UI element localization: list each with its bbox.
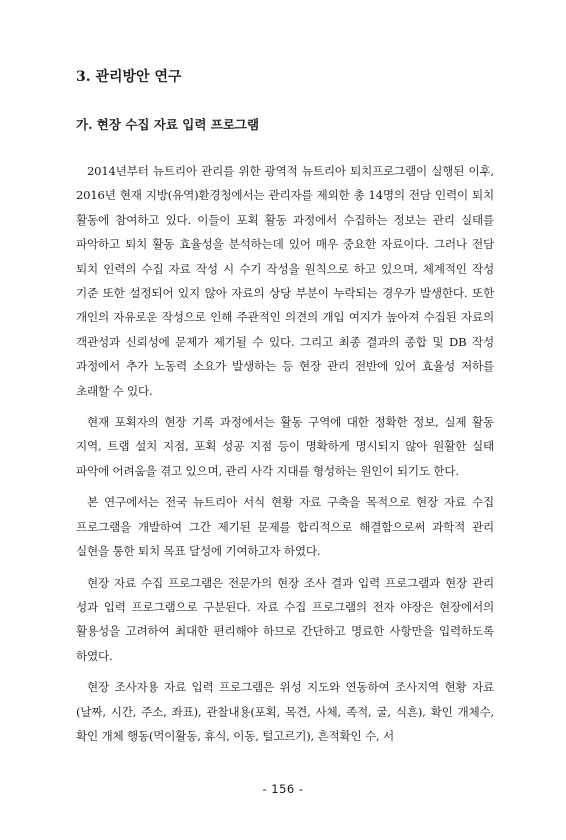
paragraph-1: 2014년부터 뉴트리아 관리를 위한 광역적 뉴트리아 퇴치프로그램이 실행된 이후, 2016년 현재 지방(유역)환경청에서는 관리자를 제외한 총 14명의 전담 인력이 퇴치 활동에 참여하고 있다. 이들이 포획 활동 과정에서 수집하는 정보는 관리 실태를 파악하고 퇴치 활동 효율성을 분석하는데 있어 매우 중요한 자료이다. 그러나 전담 퇴치 인력의 수집 자료 작성 시 수기 작성을 원칙으로 하고 있으며, 체계적인 작성 기준 또한 설정되어 있지 않아 자료의 상당 부분이 누락되는 경우가 발생한다. 또한 개인의 자유로운 작성으로 인해 주관적인 의견의 개입 여지가 높아져 수집된 자료의 객관성과 신뢰성에 문제가 제기될 수 있다. 그리고 최종 결과의 종합 및 DB 작성 과정에서 추가 노동력 소요가 발생하는 등 현장 관리 전반에 있어 효율성 저하를 초래할 수 있다. — [76, 164, 494, 398]
paragraph-4: 현장 자료 수집 프로그램은 전문가의 현장 조사 결과 입력 프로그램과 현장 관리 성과 입력 프로그램으로 구분된다. 자료 수집 프로그램의 전자 야장은 현장에서의 활용성을 고려하여 최대한 편리해야 하므로 간단하고 명료한 사항만을 입력하도록 하였다. — [76, 575, 494, 663]
paragraph-5: 현장 조사자용 자료 입력 프로그램은 위성 지도와 연동하여 조사지역 현황 자료(날짜, 시간, 주소, 좌표), 관찰내용(포획, 목견, 사체, 족적, 굴, 식흔), 확인 개체수, 확인 개체 행동(먹이활동, 휴식, 이동, 털고르기), 흔적확인 수, 서 — [76, 680, 494, 743]
paragraph-3: 본 연구에서는 전국 뉴트리아 서식 현황 자료 구축을 목적으로 현장 자료 수집 프로그램을 개발하여 그간 제기된 문제를 합리적으로 해결함으로써 과학적 관리 실현을 통한 퇴치 목표 달성에 기여하고자 하였다. — [76, 495, 494, 559]
section-heading: 3. 관리방안 연구 — [76, 69, 182, 85]
paragraph-2: 현재 포획자의 현장 기록 과정에서는 활동 구역에 대한 정확한 정보, 실제 활동 지역, 트랩 설치 지점, 포획 성공 지점 등이 명확하게 명시되지 않아 원활한 실태 파악에 어려움을 겪고 있으며, 관리 사각 지대를 형성하는 원인이 되기도 한다. — [76, 415, 494, 478]
subsection-heading: 가. 현장 수집 자료 입력 프로그램 — [76, 117, 260, 132]
page-number: - 156 - — [262, 782, 304, 796]
body-text — [76, 159, 494, 755]
